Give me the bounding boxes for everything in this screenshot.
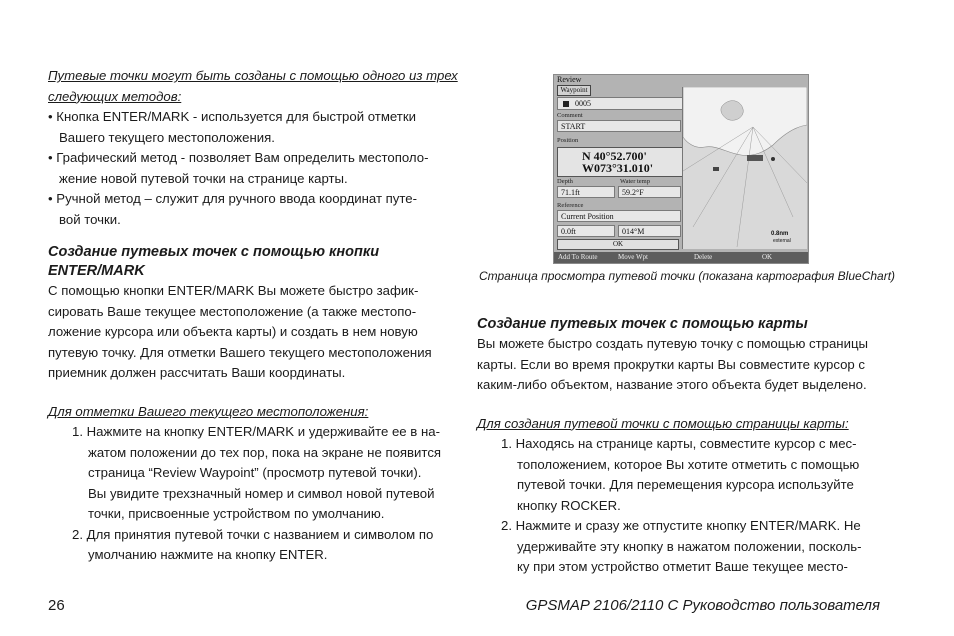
step-item: 2. Нажмите и сразу же отпустите кнопку ENTER/MARK. Не	[501, 518, 861, 533]
section-heading-line: ENTER/MARK	[48, 263, 145, 279]
footer-title: GPSMAP 2106/2110 C Руководство пользователя	[525, 597, 880, 614]
left-column	[48, 66, 458, 566]
water-temp-label: Water temp	[620, 178, 650, 185]
distance-field: 0.0ft	[557, 225, 615, 237]
bullet-item-cont: вой точки.	[59, 211, 121, 227]
step-item-cont: страница “Review Waypoint” (просмотр путевой точки).	[88, 465, 422, 480]
paragraph-line: С помощью кнопки ENTER/MARK Вы можете быстро зафик-	[48, 283, 419, 298]
bearing-field: 014°M	[618, 225, 681, 237]
bullet-item-cont: жение новой путевой точки на странице карты.	[59, 170, 348, 186]
steps-heading: Для создания путевой точки с помощью страницы карты:	[477, 415, 849, 431]
steps-heading: Для отметки Вашего текущего местоположения:	[48, 403, 369, 419]
bluechart-map	[682, 87, 807, 249]
depth-field: 71.1ft	[557, 186, 615, 198]
step-item-cont: Вы увидите трехзначный номер и символ новой путевой	[88, 485, 435, 501]
step-item-cont: путевой точки. Для перемещения курсора используйте	[517, 477, 854, 492]
softkey-move-wpt: Move Wpt	[618, 253, 649, 261]
paragraph-line: Вы можете быстро создать путевую точку с помощью страницы	[477, 336, 868, 351]
intro-heading	[48, 66, 458, 107]
comment-label: Comment	[557, 112, 583, 119]
spacer	[477, 396, 897, 414]
step-item-cont: точки, присвоенные устройством по умолчанию.	[88, 506, 385, 521]
step-item-cont: жатом положении до тех пор, пока на экране не появится	[88, 444, 442, 460]
position-label: Position	[557, 137, 579, 144]
depth-label: Depth	[557, 178, 573, 185]
step-item-cont: ку при этом устройство отметит Ваше текущее место-	[517, 559, 848, 574]
steps-list	[477, 434, 897, 578]
section-heading-mark	[48, 243, 458, 281]
spacer	[48, 384, 458, 402]
map-land-shape	[683, 87, 807, 156]
position-longitude: W073°31.010'	[582, 161, 654, 175]
bullet-item: • Кнопка ENTER/MARK - используется для быстрой отметки	[48, 109, 416, 124]
paragraph-line: сировать Ваше текущее местоположение (а также местопо-	[48, 303, 417, 319]
softkey-delete: Delete	[694, 253, 713, 261]
steps-list	[48, 422, 458, 566]
waypoint-symbol-icon	[563, 101, 569, 107]
device-ok-button: OK	[557, 239, 679, 250]
bullet-item: • Ручной метод – служит для ручного ввода координат путе-	[48, 191, 418, 206]
review-waypoint-screenshot	[553, 74, 809, 264]
reference-field: Current Position	[557, 210, 681, 222]
softkey-add-to-route: Add To Route	[558, 253, 598, 261]
step-item: 2. Для принятия путевой точки с названием и символом по	[72, 526, 434, 542]
waypoint-name-field	[557, 97, 683, 110]
step-item: 1. Нажмите на кнопку ENTER/MARK и удерживайте ее в на-	[72, 424, 440, 439]
paragraph-line: ложение курсора или объекта карты) и создать в нем новую	[48, 324, 418, 339]
figure-caption: Страница просмотра путевой точки (показана картография BlueChart)	[478, 269, 896, 283]
comment-field: START	[557, 120, 681, 132]
reference-label: Reference	[557, 202, 584, 209]
bullet-item-cont: Вашего текущего местоположения.	[59, 129, 275, 145]
device-page-title: Review	[557, 75, 582, 84]
paragraph-line: карты. Если во время прокрутки карты Вы совместите курсор с	[477, 356, 866, 372]
intro-heading-line: Путевые точки могут быть созданы с помощью одного из трех	[48, 68, 458, 83]
section-heading-map: Создание путевых точек с помощью карты	[477, 316, 808, 332]
paragraph-line: путевую точку. Для отметки Вашего текущего местоположения	[48, 344, 432, 360]
water-temp-field: 59.2°F	[618, 186, 681, 198]
softkey-ok: OK	[762, 253, 773, 261]
waypoint-name: 0005	[575, 99, 591, 108]
map-overzoom-text: external	[773, 238, 791, 244]
position-field	[557, 147, 683, 177]
intro-heading-line: следующих методов:	[48, 88, 182, 104]
step-item-cont: тоположением, которое Вы хотите отметить с помощью	[517, 456, 860, 472]
bullet-list	[48, 107, 458, 230]
step-item: 1. Находясь на странице карты, совместите курсор с мес-	[501, 436, 857, 451]
map-waypoint-marker	[713, 167, 719, 171]
paragraph-line: приемник должен рассчитать Ваши координаты.	[48, 365, 346, 380]
map-waypoint-dot	[771, 157, 775, 161]
position-latitude: N 40°52.700'	[582, 149, 647, 163]
map-marker-cluster	[747, 155, 763, 161]
mark-paragraph	[48, 281, 458, 384]
bullet-item: • Графический метод - позволяет Вам определить местополо-	[48, 150, 429, 165]
section-heading-line: Создание путевых точек с помощью кнопки	[48, 244, 380, 260]
device-tab-waypoint: Waypoint	[557, 85, 591, 96]
device-softkey-bar	[554, 252, 808, 263]
right-column	[477, 315, 897, 578]
step-item-cont: удерживайте эту кнопку в нажатом положении, посколь-	[517, 538, 862, 554]
paragraph-line: каким-либо объектом, название этого объекта будет выделено.	[477, 377, 867, 392]
step-item-cont: умолчанию нажмите на кнопку ENTER.	[88, 547, 328, 562]
step-item-cont: кнопку ROCKER.	[517, 497, 621, 513]
map-paragraph	[477, 334, 897, 396]
map-scale-text: 0.8nm	[771, 231, 789, 237]
map-drawing	[683, 87, 807, 249]
page-number: 26	[48, 597, 65, 614]
